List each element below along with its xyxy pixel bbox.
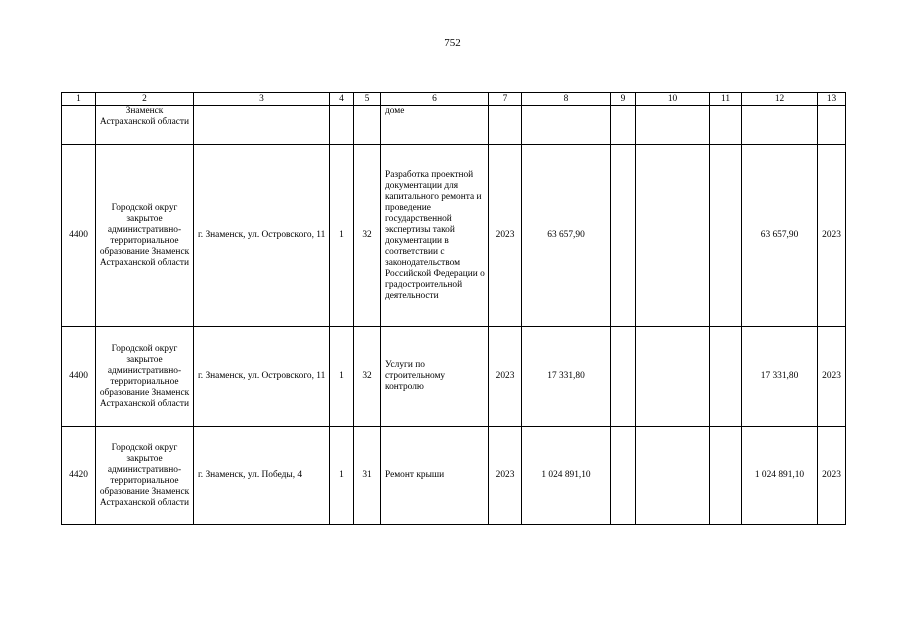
cell-municipality: Знаменск Астраханской области: [96, 106, 194, 145]
header-cell: 1: [62, 93, 96, 106]
cell-total: [522, 106, 611, 145]
cell-year: 2023: [489, 427, 522, 525]
cell-col9: [611, 427, 636, 525]
cell-address: г. Знаменск, ул. Островского, 11: [194, 145, 330, 327]
header-cell: 4: [330, 93, 354, 106]
cell-total: 63 657,90: [522, 145, 611, 327]
cell-col4: 1: [330, 427, 354, 525]
cell-work-type: Разработка проектной документации для капитального ремонта и проведение государственной экспертизы такой документации в соответствии с законодательством Российской Федерации о градостроительной деятельности: [381, 145, 489, 327]
cell-col5: 31: [354, 427, 381, 525]
data-table: [61, 92, 846, 525]
cell-address: [194, 106, 330, 145]
cell-col4: 1: [330, 327, 354, 427]
cell-total: 1 024 891,10: [522, 427, 611, 525]
cell-col10: [636, 427, 710, 525]
cell-col5: [354, 106, 381, 145]
cell-col10: [636, 327, 710, 427]
cell-year: [489, 106, 522, 145]
cell-col5: 32: [354, 145, 381, 327]
header-cell: 11: [710, 93, 742, 106]
cell-col10: [636, 145, 710, 327]
cell-address: г. Знаменск, ул. Островского, 11: [194, 327, 330, 427]
cell-num: [62, 106, 96, 145]
cell-col11: [710, 427, 742, 525]
cell-municipality: Городской округ закрытое административно-территориальное образование Знаменск Астраханской области: [96, 427, 194, 525]
header-cell: 6: [381, 93, 489, 106]
cell-num: 4400: [62, 145, 96, 327]
cell-num: 4420: [62, 427, 96, 525]
cell-work-type: Ремонт крыши: [381, 427, 489, 525]
cell-year: 2023: [489, 145, 522, 327]
header-cell: 2: [96, 93, 194, 106]
cell-col4: [330, 106, 354, 145]
table-row: [62, 145, 846, 327]
cell-num: 4400: [62, 327, 96, 427]
cell-work-type: доме: [381, 106, 489, 145]
cell-col5: 32: [354, 327, 381, 427]
cell-col9: [611, 106, 636, 145]
cell-col12: 63 657,90: [742, 145, 818, 327]
cell-col11: [710, 106, 742, 145]
cell-work-type: Услуги по строительному контролю: [381, 327, 489, 427]
table-row: [62, 327, 846, 427]
header-cell: 9: [611, 93, 636, 106]
cell-col9: [611, 327, 636, 427]
cell-col11: [710, 327, 742, 427]
cell-municipality: Городской округ закрытое административно-территориальное образование Знаменск Астраханской области: [96, 327, 194, 427]
cell-col13: [818, 106, 846, 145]
header-cell: 13: [818, 93, 846, 106]
cell-col12: 1 024 891,10: [742, 427, 818, 525]
cell-municipality: Городской округ закрытое административно-территориальное образование Знаменск Астраханской области: [96, 145, 194, 327]
cell-col12: [742, 106, 818, 145]
header-cell: 8: [522, 93, 611, 106]
header-cell: 5: [354, 93, 381, 106]
cell-col13: 2023: [818, 145, 846, 327]
cell-address: г. Знаменск, ул. Победы, 4: [194, 427, 330, 525]
cell-col13: 2023: [818, 327, 846, 427]
cell-col9: [611, 145, 636, 327]
cell-col13: 2023: [818, 427, 846, 525]
table-row: [62, 427, 846, 525]
header-cell: 10: [636, 93, 710, 106]
cell-year: 2023: [489, 327, 522, 427]
cell-col12: 17 331,80: [742, 327, 818, 427]
table-row-continued: [62, 106, 846, 145]
header-cell: 3: [194, 93, 330, 106]
cell-col10: [636, 106, 710, 145]
header-cell: 12: [742, 93, 818, 106]
page-number: 752: [444, 37, 461, 49]
header-cell: 7: [489, 93, 522, 106]
table-header-row: [62, 93, 846, 106]
cell-col4: 1: [330, 145, 354, 327]
cell-total: 17 331,80: [522, 327, 611, 427]
cell-col11: [710, 145, 742, 327]
